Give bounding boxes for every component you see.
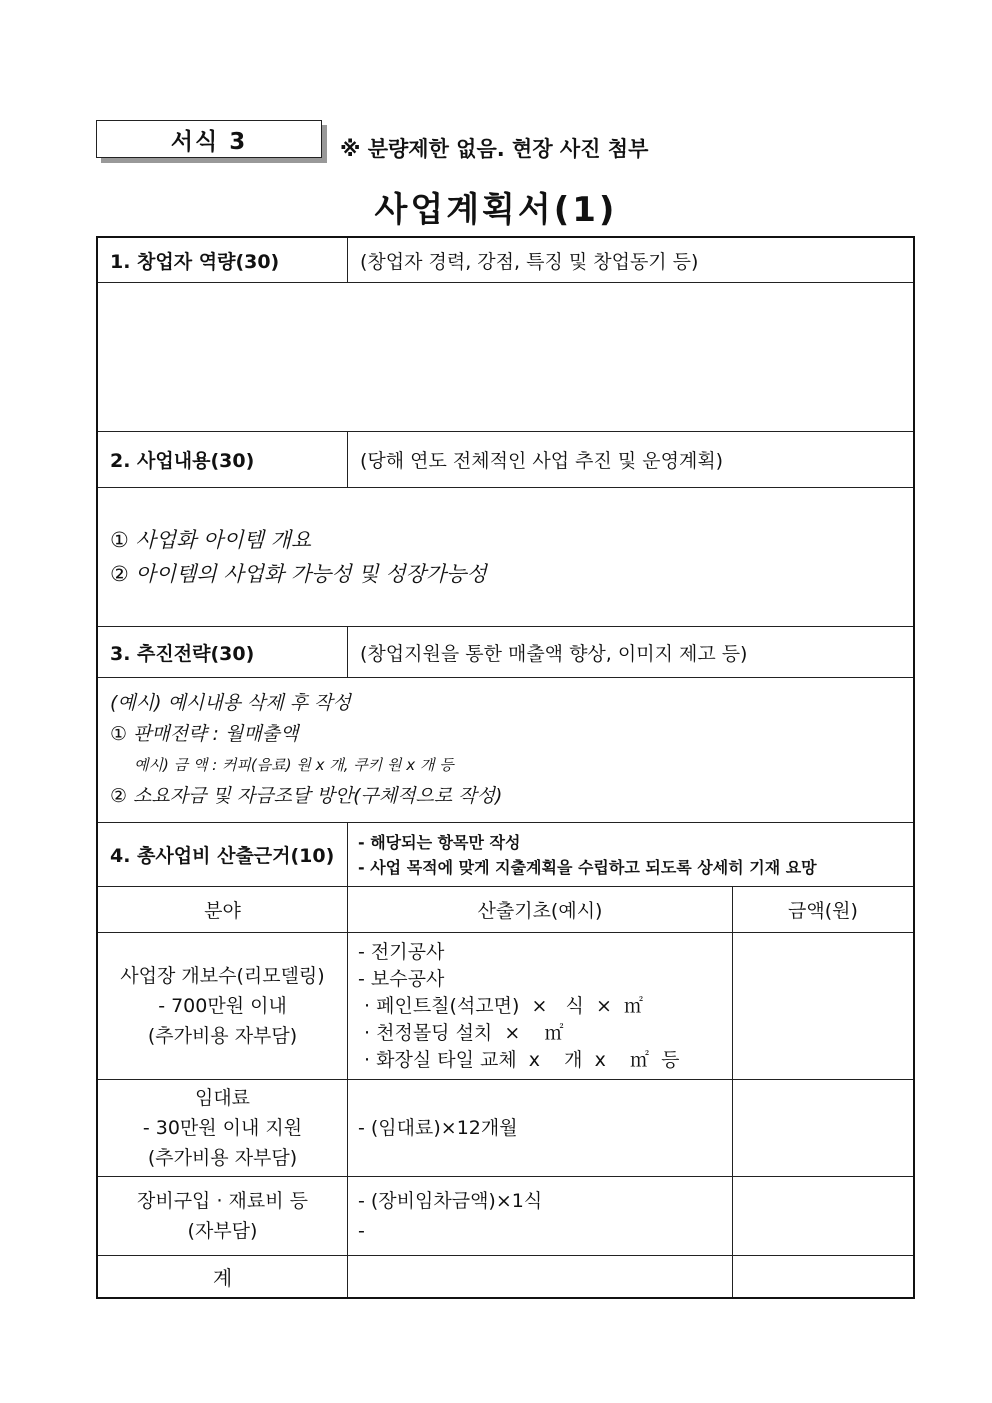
cost-field-line: (추가비용 자부담) <box>147 1025 298 1047</box>
section-2-description: (당해 연도 전체적인 사업 추진 및 운영계획) <box>348 432 913 488</box>
cost-field-line: (자부담) <box>187 1220 258 1242</box>
cost-field-line: 임대료 <box>194 1087 251 1109</box>
section-3-example-line: 예시) 금 액 : 커피(음료) 원 x 개, 쿠키 원 x 개 등 <box>134 756 454 774</box>
cost-row-basis[interactable] <box>348 933 733 1080</box>
section-3-item: ① 판매전략 : 월매출액 <box>110 723 299 745</box>
cost-basis-line: - <box>358 1220 365 1242</box>
cost-field-line: - 700만원 이내 <box>158 995 287 1017</box>
cost-row-field <box>98 933 348 1080</box>
cost-field-line: - 30만원 이내 지원 <box>142 1117 303 1139</box>
section-4-notes <box>348 823 913 887</box>
cost-header-amount: 금액(원) <box>733 887 913 933</box>
cost-basis-line: · 화장실 타일 교체 x 개 x ㎡ 등 <box>358 1048 680 1071</box>
cost-total-label: 계 <box>98 1256 348 1297</box>
cost-basis-line: - 전기공사 <box>358 940 445 963</box>
section-3-item: ② 소요자금 및 자금조달 방안(구체적으로 작성) <box>110 785 503 807</box>
document-title: 사업계획서(1) <box>374 190 618 230</box>
cost-field-line: (추가비용 자부담) <box>147 1147 298 1169</box>
cost-header-basis: 산출기초(예시) <box>348 887 733 933</box>
cost-row-field <box>98 1177 348 1256</box>
section-2-content-area[interactable] <box>98 488 913 627</box>
form-number-label: 서식 3 <box>96 120 322 158</box>
cost-basis-line: · 페인트칠(석고면) × 식 × ㎡ <box>358 994 643 1017</box>
cost-row-basis[interactable] <box>348 1080 733 1177</box>
section-1-heading: 1. 창업자 역량(30) <box>98 238 348 283</box>
cost-basis-line: · 천정몰딩 설치 × ㎡ <box>358 1021 564 1044</box>
cost-row-basis[interactable] <box>348 1177 733 1256</box>
section-4-heading: 4. 총사업비 산출근거(10) <box>98 823 348 887</box>
cost-basis-line: - (장비임차금액)×1식 <box>358 1190 543 1212</box>
form-note: ※ 분량제한 없음. 현장 사진 첨부 <box>340 137 649 161</box>
section-3-content-area[interactable] <box>98 678 913 823</box>
cost-total-amount[interactable] <box>733 1256 913 1297</box>
cost-row-amount[interactable] <box>733 1080 913 1177</box>
cost-field-line: 사업장 개보수(리모델링) <box>120 965 325 987</box>
cost-basis-line: - 보수공사 <box>358 967 445 990</box>
cost-field-line: 장비구입 · 재료비 등 <box>137 1190 308 1212</box>
section-4-note: - 사업 목적에 맞게 지출계획을 수립하고 되도록 상세히 기재 요망 <box>358 857 817 877</box>
cost-total-basis[interactable] <box>348 1256 733 1297</box>
section-2-heading: 2. 사업내용(30) <box>98 432 348 488</box>
cost-row-field <box>98 1080 348 1177</box>
business-plan-table <box>96 236 915 1299</box>
section-3-heading: 3. 추진전략(30) <box>98 627 348 678</box>
section-2-item: ① 사업화 아이템 개요 <box>110 528 312 552</box>
section-2-item: ② 아이템의 사업화 가능성 및 성장가능성 <box>110 562 487 586</box>
section-3-example-label: (예시) 예시내용 삭제 후 작성 <box>110 692 351 714</box>
cost-header-field: 분야 <box>98 887 348 933</box>
section-4-note: - 해당되는 항목만 작성 <box>358 832 521 852</box>
section-3-description: (창업지원을 통한 매출액 향상, 이미지 제고 등) <box>348 627 913 678</box>
cost-basis-line: - (임대료)×12개월 <box>358 1116 518 1139</box>
section-1-content-area[interactable] <box>98 283 913 432</box>
cost-row-amount[interactable] <box>733 933 913 1080</box>
cost-row-amount[interactable] <box>733 1177 913 1256</box>
section-1-description: (창업자 경력, 강점, 특징 및 창업동기 등) <box>348 238 913 283</box>
